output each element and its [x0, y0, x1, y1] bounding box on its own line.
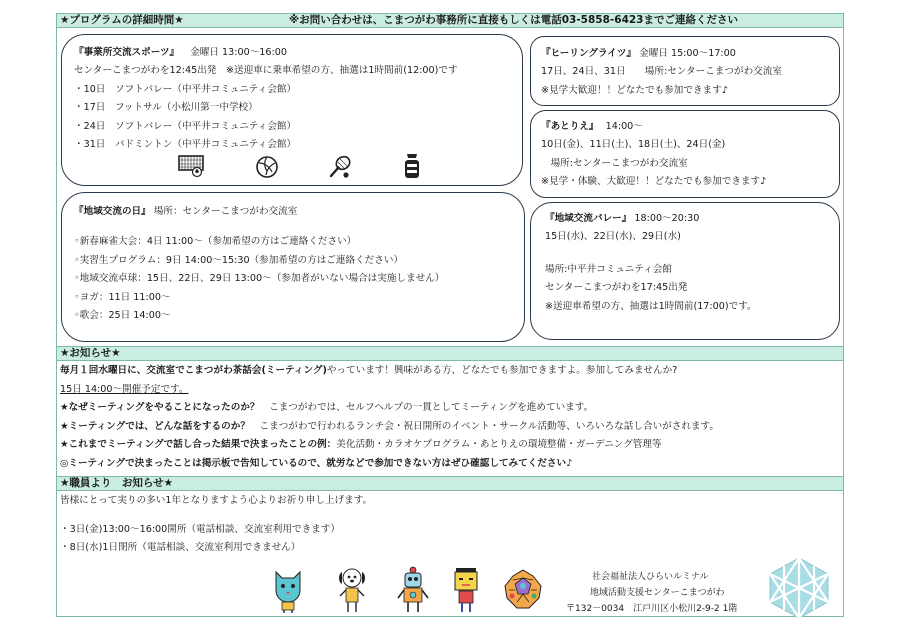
program-header-title: ★プログラムの詳細時間★ [60, 14, 184, 26]
program-header-note: ※お問い合わせは、こまつがわ事務所に直接もしくは電話03-5858-6423までご連絡ください [289, 14, 738, 26]
chiiki-item-5: ◦歌会：25日 14:00～ [74, 310, 171, 322]
notice-line6: ◎ミーティングで決まったことは掲示板で告知しているので、就労などで参加できない方はぜひ確認してみてください♪ [60, 457, 573, 469]
notice-line3-answer: こまつがわでは、セルフヘルプの一貫としてミーティングを進めています。 [259, 402, 594, 414]
notice-line3-question: ★なぜミーティングをやることになったのか？ [60, 402, 260, 414]
org-info [566, 569, 738, 617]
chiiki-item-2: ◦実習生プログラム：9日 14:00～15:30（参加希望の方はご連絡ください） [74, 254, 404, 266]
chiiki-item-1: ◦新春麻雀大会：4日 11:00～（参加希望の方はご連絡ください） [74, 236, 357, 248]
soccer-goal-icon [178, 154, 204, 178]
notice-header-band [57, 346, 843, 361]
healing-line1: 17日、24日、31日 場所:センターこまつがわ交流室 [541, 66, 782, 78]
chiiki-place: 場所：センターこまつがわ交流室 [153, 206, 298, 217]
sports-item-2: ・17日 フットサル（小松川第一中学校） [74, 102, 258, 114]
staff-line3: ・8日(水)1日閉所（電話相談、交流室利用できません） [60, 542, 301, 554]
atorie-box [530, 110, 840, 198]
org-center: 地域活動支援センターこまつがわ [590, 588, 725, 598]
square-head-mascot-icon [450, 566, 482, 614]
org-address: 〒132－0034 江戸川区小松川2-9-2 1階 [566, 604, 738, 614]
volley-line2: 場所:中平井コミュニティ会館 [545, 263, 672, 275]
volley-title: 『地域交流バレー』 [545, 213, 632, 224]
turtle-mascot-icon [500, 568, 546, 614]
notice-line5-question: ★これまでミーティングで話し合った結果で決まったことの例： [60, 439, 337, 451]
notice-header-title: ★お知らせ★ [60, 347, 121, 359]
tennis-racket-icon [327, 154, 353, 180]
chiiki-item-3: ◦地域交流卓球：15日、22日、29日 13:00～（参加者がいない場合は実施しません） [74, 273, 445, 285]
chiiki-item-4: ◦ヨガ：11日 11:00～ [74, 291, 171, 303]
volleyball-icon [254, 155, 280, 179]
chiiki-title: 『地域交流の日』 [74, 206, 151, 217]
healing-title: 『ヒーリングライツ』 [541, 48, 637, 59]
sports-item-4: ・31日 バドミントン（中平井コミュニティ会館） [74, 139, 297, 151]
sports-line1: センターこまつがわを12:45出発 ※送迎車に乗車希望の方、抽選は1時間前(12:00)です [74, 65, 458, 77]
notice-line1-a: 毎月１回水曜日に、交流室で [60, 365, 185, 376]
atorie-line2: 場所:センターこまつがわ交流室 [541, 157, 688, 169]
staff-line1: 皆様にとって実りの多い1年となりますよう心よりお祈り申し上げます。 [60, 495, 373, 506]
sports-time: 金曜日 13:00～16:00 [190, 47, 287, 58]
notice-line1-c: やっています！興味がある方、どなたでも参加できますよ。参加してみませんか? [326, 365, 678, 376]
atorie-line1: 10日(金)、11日(土)、18日(土)、24日(金) [541, 139, 726, 151]
volley-time: 18:00～20:30 [634, 213, 700, 224]
org-name: 社会福祉法人ひらいルミナル [592, 572, 709, 582]
healing-line2: ※見学大歓迎！！どなたでも参加できます♪ [541, 84, 728, 96]
staff-header-band [57, 476, 843, 491]
staff-line2: ・3日(金)13:00～16:00開所（電話相談、交流室利用できます） [60, 523, 340, 535]
dog-mascot-icon [336, 566, 368, 614]
sports-item-3: ・24日 ソフトバレー（中平井コミュニティ会館） [74, 120, 297, 132]
volley-box [530, 202, 840, 340]
notice-line1-b: こまつがわ茶話会(ミーティング) [184, 365, 327, 376]
volley-line4: ※送迎車希望の方、抽選は1時間前(17:00)です。 [545, 300, 757, 312]
staff-header-title: ★職員より お知らせ★ [60, 477, 174, 489]
organization-logo-icon [766, 556, 832, 620]
volley-line3: センターこまつがわを17:45出発 [545, 282, 688, 294]
notice-line5-answer: 美化活動・カラオケプログラム・あとりえの環境整備・ガーデニング管理等 [336, 439, 662, 451]
sports-title: 『事業所交流スポーツ』 [74, 47, 180, 58]
robot-mascot-icon [396, 566, 430, 614]
notice-line4-answer: こまつがわで行われるランチ会・祝日開所のイベント・サークル活動等、いろいろな話し合いがされます。 [249, 420, 719, 432]
badminton-bag-icon [402, 152, 422, 180]
healing-box [530, 36, 840, 106]
chiiki-box [61, 192, 525, 342]
staff-body [60, 492, 372, 558]
program-header-band [57, 13, 843, 28]
atorie-time: 14:00～ [605, 121, 643, 132]
notice-line2: 15日 14:00～開催予定です。 [60, 383, 189, 395]
atorie-line3: ※見学・体験、大歓迎！！どなたでも参加できます♪ [541, 176, 767, 188]
notice-body [60, 362, 719, 474]
notice-line4-question: ★ミーティングでは、どんな話をするのか？ [60, 420, 250, 432]
sports-box [61, 34, 523, 186]
cat-mascot-icon [272, 568, 304, 614]
atorie-title: 『あとりえ』 [541, 121, 599, 132]
sports-item-1: ・10日 ソフトバレー（中平井コミュニティ会館） [74, 83, 297, 95]
healing-time: 金曜日 15:00～17:00 [639, 48, 736, 59]
volley-line1: 15日(水)、22日(水)、29日(水) [545, 231, 681, 243]
